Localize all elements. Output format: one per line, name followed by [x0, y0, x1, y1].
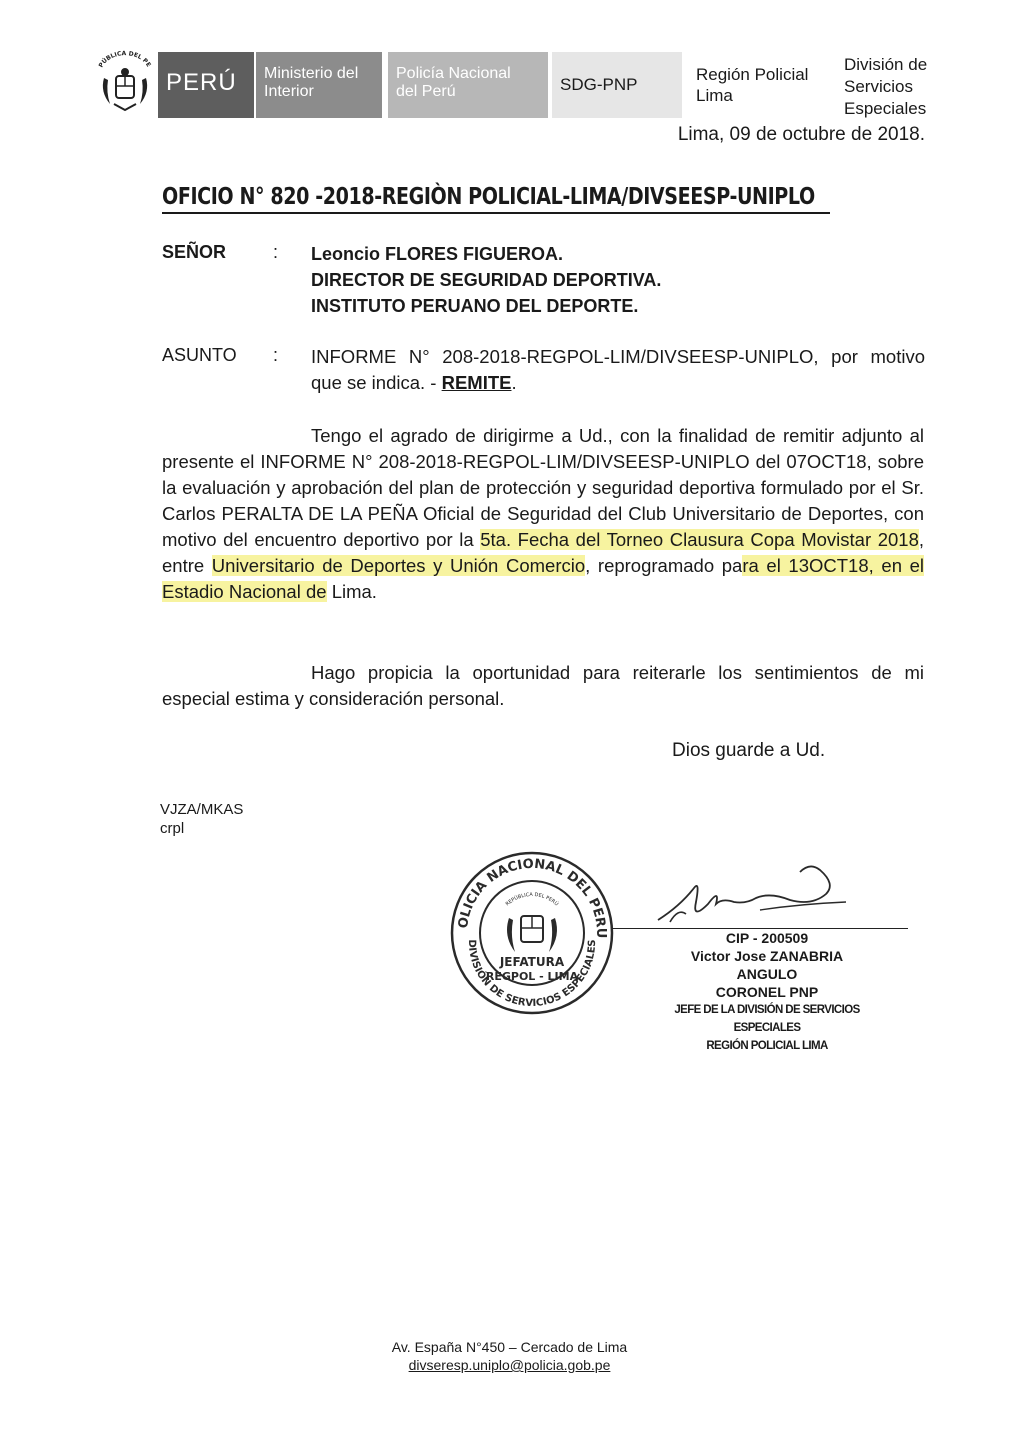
header-division-line1: División de — [844, 55, 928, 74]
header-region-line1: Región Policial — [696, 65, 809, 84]
body-p1-highlight-2: Universitario de Deportes y Unión Comercio — [211, 555, 586, 576]
police-seal-stamp — [447, 848, 617, 1018]
signatory-block — [662, 929, 872, 1055]
peru-crest-logo — [96, 48, 154, 114]
seal-regpol: REGPOL - LIMA — [485, 970, 579, 983]
signatory-position-2: REGIÓN POLICIAL LIMA — [706, 1040, 828, 1052]
body-p1-c: , reprogramado pa — [585, 555, 743, 576]
header-ministerio-line1: Ministerio del — [264, 65, 359, 82]
crest-text: PÚBLICA DEL PE — [97, 50, 153, 69]
signatory-rank: CORONEL PNP — [715, 984, 819, 1000]
signatory-cip: CIP - 200509 — [725, 930, 809, 946]
header-ministerio-line2: Interior — [264, 83, 314, 100]
subject-text — [311, 344, 925, 396]
header-policia-line2: del Perú — [396, 83, 456, 100]
header-division-line3: Especiales — [844, 99, 927, 118]
addressee-institution: INSTITUTO PERUANO DEL DEPORTE. — [311, 296, 639, 316]
subject-label: ASUNTO — [162, 345, 237, 365]
header-region-line2: Lima — [696, 86, 733, 105]
initials-line-2: crpl — [160, 820, 185, 837]
svg-text:REPÚBLICA DEL PERÚ — [96, 48, 152, 69]
subject-colon: : — [273, 345, 279, 365]
addressee-name: Leoncio FLORES FIGUEROA. — [311, 244, 564, 264]
footer-address: Av. España N°450 – Cercado de Lima — [391, 1339, 628, 1355]
handwritten-signature — [650, 858, 850, 928]
svg-text:REPÚBLICA DEL PERÚ — [505, 892, 560, 908]
seal-jefatura: JEFATURA — [499, 955, 565, 969]
addressee-label: SEÑOR — [162, 242, 227, 262]
body-p1-a: Tengo el agrado de dirigirme a Ud., con la finalidad de remitir adjunto al presente el INFORME N° 208-2018-REGPOL-LIM/DIVSEESP-UNIPLO del 07OCT18, sobre la evaluación y aprobación del plan de protección y seguridad deportiva formulado por el Sr. Carlos PERALTA DE LA PEÑA Oficial de Seguridad del Club Universitario de Deportes, con motivo del encuentro deportivo por la — [162, 425, 924, 550]
initials-line-1: VJZA/MKAS — [160, 801, 244, 818]
header-peru-box — [158, 52, 254, 118]
body-p1-d: Lima. — [326, 581, 377, 602]
header-region-box — [686, 52, 832, 118]
header-division-line2: Servicios — [844, 77, 913, 96]
oficio-title: OFICIO N° 820 -2018-REGIÒN POLICIAL-LIMA/DIVSEESP-UNIPLO — [162, 184, 815, 210]
header-division-box — [836, 52, 956, 120]
seal-outer-bottom: DIVISIÓN DE SERVICIOS ESPECIALES — [465, 939, 599, 1010]
subject-remite: REMITE — [441, 372, 512, 393]
signatory-position-1: JEFE DE LA DIVISIÓN DE SERVICIOS ESPECIALES — [674, 1004, 860, 1034]
seal-outer-top: OLICIA NACIONAL DEL PERU — [456, 856, 609, 939]
closing-phrase: Dios guarde a Ud. — [672, 740, 826, 761]
dateline: Lima, 09 de octubre de 2018. — [677, 124, 925, 145]
header-policia-box — [388, 52, 548, 118]
signatory-name: Victor Jose ZANABRIA ANGULO — [690, 948, 844, 982]
body-paragraph-1 — [162, 423, 924, 605]
header-sdg-label: SDG-PNP — [560, 75, 638, 94]
oficio-title-underline — [162, 212, 830, 214]
footer-email-link[interactable]: divseresp.uniplo@policia.gob.pe — [408, 1357, 611, 1373]
subject-body: INFORME N° 208-2018-REGPOL-LIM/DIVSEESP-UNIPLO, por motivo que se indica. - — [311, 346, 925, 393]
header-ministerio-box — [256, 52, 382, 118]
body-p1-highlight-3: ra el 13OCT18, en el Estadio Nacional de — [162, 555, 925, 602]
body-paragraph-2: Hago propicia la oportunidad para reiterarle los sentimientos de mi especial estima y consideración personal. — [162, 662, 924, 709]
addressee-position: DIRECTOR DE SEGURIDAD DEPORTIVA. — [311, 270, 662, 290]
footer — [0, 1338, 1019, 1374]
body-p1-highlight-1: 5ta. Fecha del Torneo Clausura Copa Movistar 2018 — [480, 529, 919, 550]
addressee-colon: : — [273, 242, 279, 262]
addressee-block — [311, 241, 661, 319]
header-policia-line1: Policía Nacional — [396, 65, 511, 82]
header-peru-label: PERÚ — [166, 69, 237, 96]
body-p1-b: , entre — [162, 529, 924, 576]
subject-end: . — [511, 372, 517, 393]
seal-inner-top: REPÚBLICA DEL PERÚ — [504, 891, 560, 908]
reference-initials — [160, 800, 243, 838]
header-sdg-box — [552, 52, 682, 118]
